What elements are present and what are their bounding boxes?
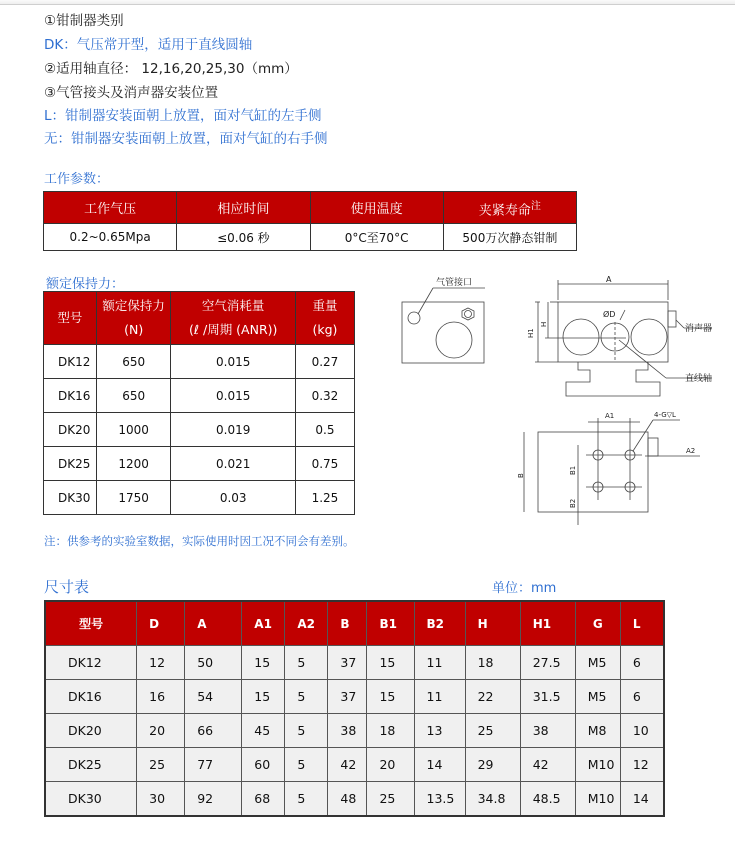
value-response: ≤0.06 秒 bbox=[177, 224, 310, 251]
cell: 13.5 bbox=[414, 782, 465, 817]
muffler-label: 消声器 bbox=[685, 324, 713, 334]
header-l: L bbox=[620, 601, 664, 646]
front-view bbox=[527, 275, 712, 396]
cell: M8 bbox=[575, 714, 620, 748]
air-unit: (ℓ /周期 (ANR)) bbox=[188, 322, 278, 337]
cell: 11 bbox=[414, 680, 465, 714]
intro-line-3: ②适用轴直径： 12,16,20,25,30（mm） bbox=[44, 61, 298, 77]
header-h: H bbox=[465, 601, 520, 646]
cell: 54 bbox=[185, 680, 242, 714]
intro-line-2: DK：气压常开型，适用于直线圆轴 bbox=[44, 37, 253, 53]
dim-a1: A1 bbox=[605, 412, 615, 420]
cell: 14 bbox=[414, 748, 465, 782]
cell-weight: 0.27 bbox=[295, 345, 354, 379]
cell: 15 bbox=[367, 680, 414, 714]
cell: 34.8 bbox=[465, 782, 520, 817]
cell: DK12 bbox=[45, 646, 137, 680]
header-b: B bbox=[328, 601, 367, 646]
top-view bbox=[517, 411, 700, 525]
cell: DK16 bbox=[45, 680, 137, 714]
cell-air: 0.015 bbox=[171, 379, 295, 413]
top-border bbox=[0, 0, 735, 5]
cell: 18 bbox=[367, 714, 414, 748]
weight-unit: (kg) bbox=[312, 322, 338, 337]
cell: DK25 bbox=[45, 748, 137, 782]
cell: 22 bbox=[465, 680, 520, 714]
work-params-table bbox=[43, 191, 577, 251]
intro-line-5: L：钳制器安装面朝上放置，面对气缸的左手侧 bbox=[44, 108, 322, 124]
intro-line-4: ③气管接头及消声器安装位置 bbox=[44, 85, 219, 101]
cell-force: 1750 bbox=[96, 481, 171, 515]
cell: DK20 bbox=[45, 714, 137, 748]
cell: 13 bbox=[414, 714, 465, 748]
holding-force-title: 额定保持力： bbox=[46, 277, 125, 292]
cell: 5 bbox=[285, 680, 328, 714]
cell: M10 bbox=[575, 782, 620, 817]
intro-line-6: 无：钳制器安装面朝上放置，面对气缸的右手侧 bbox=[44, 131, 328, 147]
cell-model: DK20 bbox=[44, 413, 97, 447]
header-d: D bbox=[137, 601, 185, 646]
dim-b2: B2 bbox=[569, 498, 577, 508]
value-temp: 0°C至70°C bbox=[310, 224, 443, 251]
cell-force: 650 bbox=[96, 345, 171, 379]
work-params-title: 工作参数： bbox=[44, 172, 110, 187]
cell-model: DK12 bbox=[44, 345, 97, 379]
cell: 77 bbox=[185, 748, 242, 782]
cell-air: 0.019 bbox=[171, 413, 295, 447]
dim-b: B bbox=[517, 473, 525, 478]
dim-h: H bbox=[540, 321, 548, 327]
table-row bbox=[44, 447, 355, 481]
cell-weight: 0.32 bbox=[295, 379, 354, 413]
header-pressure: 工作气压 bbox=[44, 192, 177, 224]
life-note: 注 bbox=[530, 200, 541, 212]
life-label: 夹紧寿命 bbox=[478, 203, 531, 219]
dimensions-title: 尺寸表 bbox=[44, 578, 90, 596]
cell: M5 bbox=[575, 680, 620, 714]
cell-model: DK25 bbox=[44, 447, 97, 481]
table-row bbox=[45, 680, 664, 714]
table-row bbox=[44, 345, 355, 379]
header-force bbox=[96, 292, 171, 345]
header-a1: A1 bbox=[242, 601, 285, 646]
cell: 15 bbox=[242, 646, 285, 680]
header-weight bbox=[295, 292, 354, 345]
header-model: 型号 bbox=[44, 292, 97, 345]
cell: 45 bbox=[242, 714, 285, 748]
header-b2: B2 bbox=[414, 601, 465, 646]
cell: 50 bbox=[185, 646, 242, 680]
air-port-label: 气管接口 bbox=[436, 278, 473, 288]
cell-weight: 0.5 bbox=[295, 413, 354, 447]
header-response: 相应时间 bbox=[177, 192, 310, 224]
header-g: G bbox=[575, 601, 620, 646]
cell: 20 bbox=[137, 714, 185, 748]
dimensions-table bbox=[44, 600, 665, 817]
cell: 11 bbox=[414, 646, 465, 680]
cell: 25 bbox=[137, 748, 185, 782]
holding-force-table bbox=[43, 291, 355, 515]
cell: 38 bbox=[328, 714, 367, 748]
value-pressure: 0.2~0.65Mpa bbox=[44, 224, 177, 251]
header-h1: H1 bbox=[520, 601, 575, 646]
technical-drawing bbox=[390, 270, 735, 530]
table-row bbox=[45, 782, 664, 817]
cell-force: 1000 bbox=[96, 413, 171, 447]
force-label: 额定保持力 bbox=[102, 298, 165, 313]
cell: 92 bbox=[185, 782, 242, 817]
cell-model: DK16 bbox=[44, 379, 97, 413]
cell: 42 bbox=[520, 748, 575, 782]
cell: 12 bbox=[620, 748, 664, 782]
cell-weight: 1.25 bbox=[295, 481, 354, 515]
cell: 16 bbox=[137, 680, 185, 714]
dim-a2: A2 bbox=[686, 447, 696, 455]
table-row bbox=[45, 748, 664, 782]
cell: 60 bbox=[242, 748, 285, 782]
weight-label: 重量 bbox=[312, 298, 338, 313]
cell: 31.5 bbox=[520, 680, 575, 714]
cell: 10 bbox=[620, 714, 664, 748]
cell-model: DK30 bbox=[44, 481, 97, 515]
cell: DK30 bbox=[45, 782, 137, 817]
force-unit: (N) bbox=[124, 322, 144, 337]
header-a2: A2 bbox=[285, 601, 328, 646]
air-label: 空气消耗量 bbox=[201, 298, 265, 313]
dim-g: 4-G▽L bbox=[654, 411, 676, 419]
cell: 42 bbox=[328, 748, 367, 782]
footnote: 注：供参考的实验室数据，实际使用时因工况不同会有差别。 bbox=[44, 534, 355, 548]
cell-force: 650 bbox=[96, 379, 171, 413]
cell: M10 bbox=[575, 748, 620, 782]
cell: 15 bbox=[242, 680, 285, 714]
cell: 15 bbox=[367, 646, 414, 680]
cell: 38 bbox=[520, 714, 575, 748]
header-row bbox=[45, 601, 664, 646]
cell: 6 bbox=[620, 680, 664, 714]
table-row bbox=[44, 379, 355, 413]
cell: 6 bbox=[620, 646, 664, 680]
cell: 29 bbox=[465, 748, 520, 782]
cell: 12 bbox=[137, 646, 185, 680]
table-row bbox=[45, 714, 664, 748]
cell: 5 bbox=[285, 748, 328, 782]
intro-line-1: ①钳制器类别 bbox=[44, 13, 124, 29]
header-a: A bbox=[185, 601, 242, 646]
dim-h1: H1 bbox=[527, 328, 535, 338]
header-temp: 使用温度 bbox=[310, 192, 443, 224]
dim-b1: B1 bbox=[569, 465, 577, 475]
cell: 37 bbox=[328, 646, 367, 680]
cell: 27.5 bbox=[520, 646, 575, 680]
cell-weight: 0.75 bbox=[295, 447, 354, 481]
cell: 66 bbox=[185, 714, 242, 748]
cell-force: 1200 bbox=[96, 447, 171, 481]
cell: 18 bbox=[465, 646, 520, 680]
table-row bbox=[44, 481, 355, 515]
cell-air: 0.015 bbox=[171, 345, 295, 379]
value-life: 500万次静态钳制 bbox=[443, 224, 576, 251]
table-row bbox=[45, 646, 664, 680]
shaft-label: 直线轴 bbox=[685, 374, 713, 384]
cell: M5 bbox=[575, 646, 620, 680]
side-view bbox=[402, 276, 485, 363]
cell: 20 bbox=[367, 748, 414, 782]
unit-label: 单位：mm bbox=[492, 581, 557, 596]
cell: 5 bbox=[285, 646, 328, 680]
table-row bbox=[44, 413, 355, 447]
cell: 37 bbox=[328, 680, 367, 714]
cell: 5 bbox=[285, 714, 328, 748]
cell: 68 bbox=[242, 782, 285, 817]
header-b1: B1 bbox=[367, 601, 414, 646]
header-air bbox=[171, 292, 295, 345]
cell: 30 bbox=[137, 782, 185, 817]
cell: 48 bbox=[328, 782, 367, 817]
cell: 48.5 bbox=[520, 782, 575, 817]
dim-a: A bbox=[606, 275, 612, 284]
cell-air: 0.021 bbox=[171, 447, 295, 481]
cell: 25 bbox=[367, 782, 414, 817]
cell: 14 bbox=[620, 782, 664, 817]
dim-d: ØD bbox=[603, 310, 616, 319]
header-life bbox=[443, 192, 576, 224]
header-model: 型号 bbox=[45, 601, 137, 646]
cell: 25 bbox=[465, 714, 520, 748]
cell: 5 bbox=[285, 782, 328, 817]
cell-air: 0.03 bbox=[171, 481, 295, 515]
